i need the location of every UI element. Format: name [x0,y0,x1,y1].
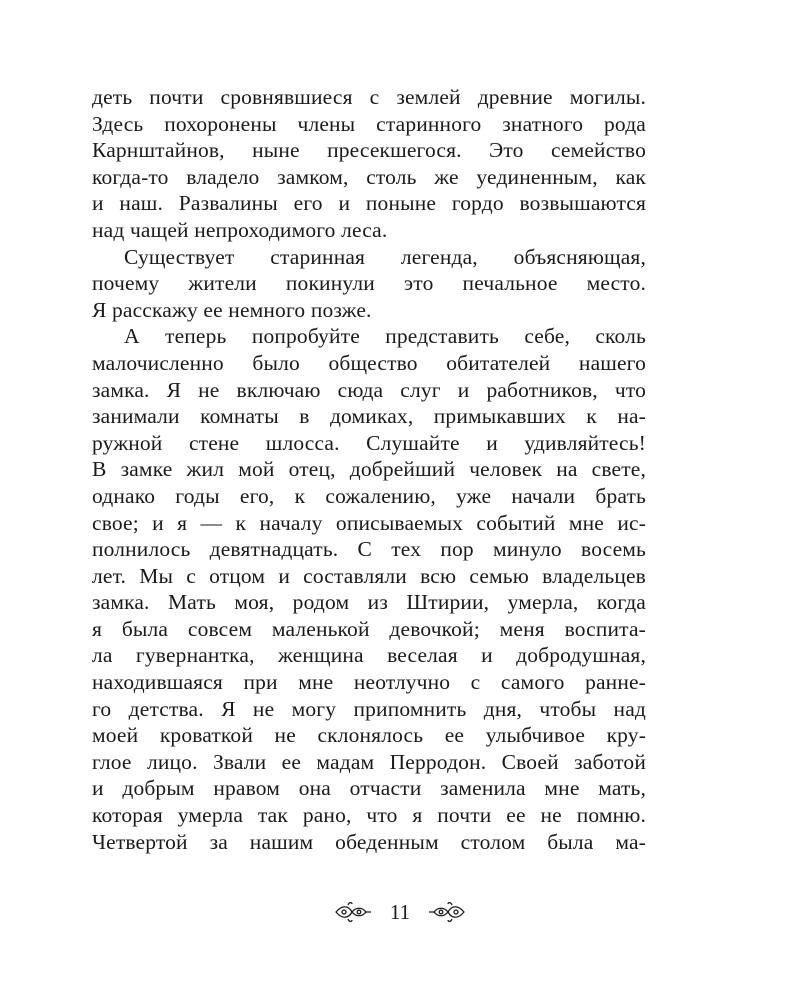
floral-ornament-icon [334,901,372,923]
page-number: 11 [389,899,411,924]
page-footer [0,892,800,932]
text-line: и добрым нравом она отчасти заменила мне мать, [92,776,646,801]
text-line: замка. Я не включаю сюда слуг и работников, что [92,377,646,402]
text-line: я была совсем маленькой девочкой; меня воспита- [92,616,646,641]
text-line: Существует старинная легенда, объясняющая, [124,244,646,269]
text-line: ла гувернантка, женщина веселая и добродушная, [92,643,646,668]
text-line: малочисленно было общество обитателей нашего [92,350,646,375]
text-line: когда-то владело замком, столь же уединенным, как [92,164,646,189]
text-line: однако годы его, к сожалению, уже начали брать [92,483,646,508]
page-text [92,84,646,855]
text-line: над чащей непроходимого леса. [92,217,388,242]
text-line: го детства. Я не могу припомнить дня, чтобы над [92,696,646,721]
text-line: В замке жил мой отец, добрейший человек на свете, [92,457,646,482]
text-line: почему жители покинули это печальное место. [92,271,646,296]
text-line: моей кроваткой не склонялось ее улыбчивое кру- [92,723,646,748]
text-line: Четвертой за нашим обеденным столом была ма- [92,829,646,854]
text-line: которая умерла так рано, что я почти ее не помню. [92,803,646,828]
text-line: Я расскажу ее немного позже. [92,297,372,322]
text-line: замка. Мать моя, родом из Штирии, умерла, когда [92,590,646,615]
text-line: находившаяся при мне неотлучно с самого ранне- [92,670,646,695]
text-line: полнилось девятнадцать. С тех пор минуло восемь [92,537,646,562]
text-line: занимали комнаты в домиках, примыкавших к на- [92,404,646,429]
text-line: свое; и я — к началу описываемых событий мне ис- [92,510,646,535]
text-line: глое лицо. Звали ее мадам Перродон. Своей заботой [92,749,646,774]
text-line: ружной стене шлосса. Слушайте и удивляйтесь! [92,430,646,455]
text-line: деть почти сровнявшиеся с землей древние могилы. [92,85,646,109]
text-line: и наш. Развалины его и поныне гордо возвышаются [92,191,646,216]
floral-ornament-icon [428,901,466,923]
text-line: лет. Мы с отцом и составляли всю семью владельцев [92,563,646,588]
text-line: Карнштайнов, ныне пресекшегося. Это семейство [92,138,646,163]
text-line: Здесь похоронены члены старинного знатного рода [92,111,646,136]
text-line: А теперь попробуйте представить себе, сколь [124,324,646,349]
